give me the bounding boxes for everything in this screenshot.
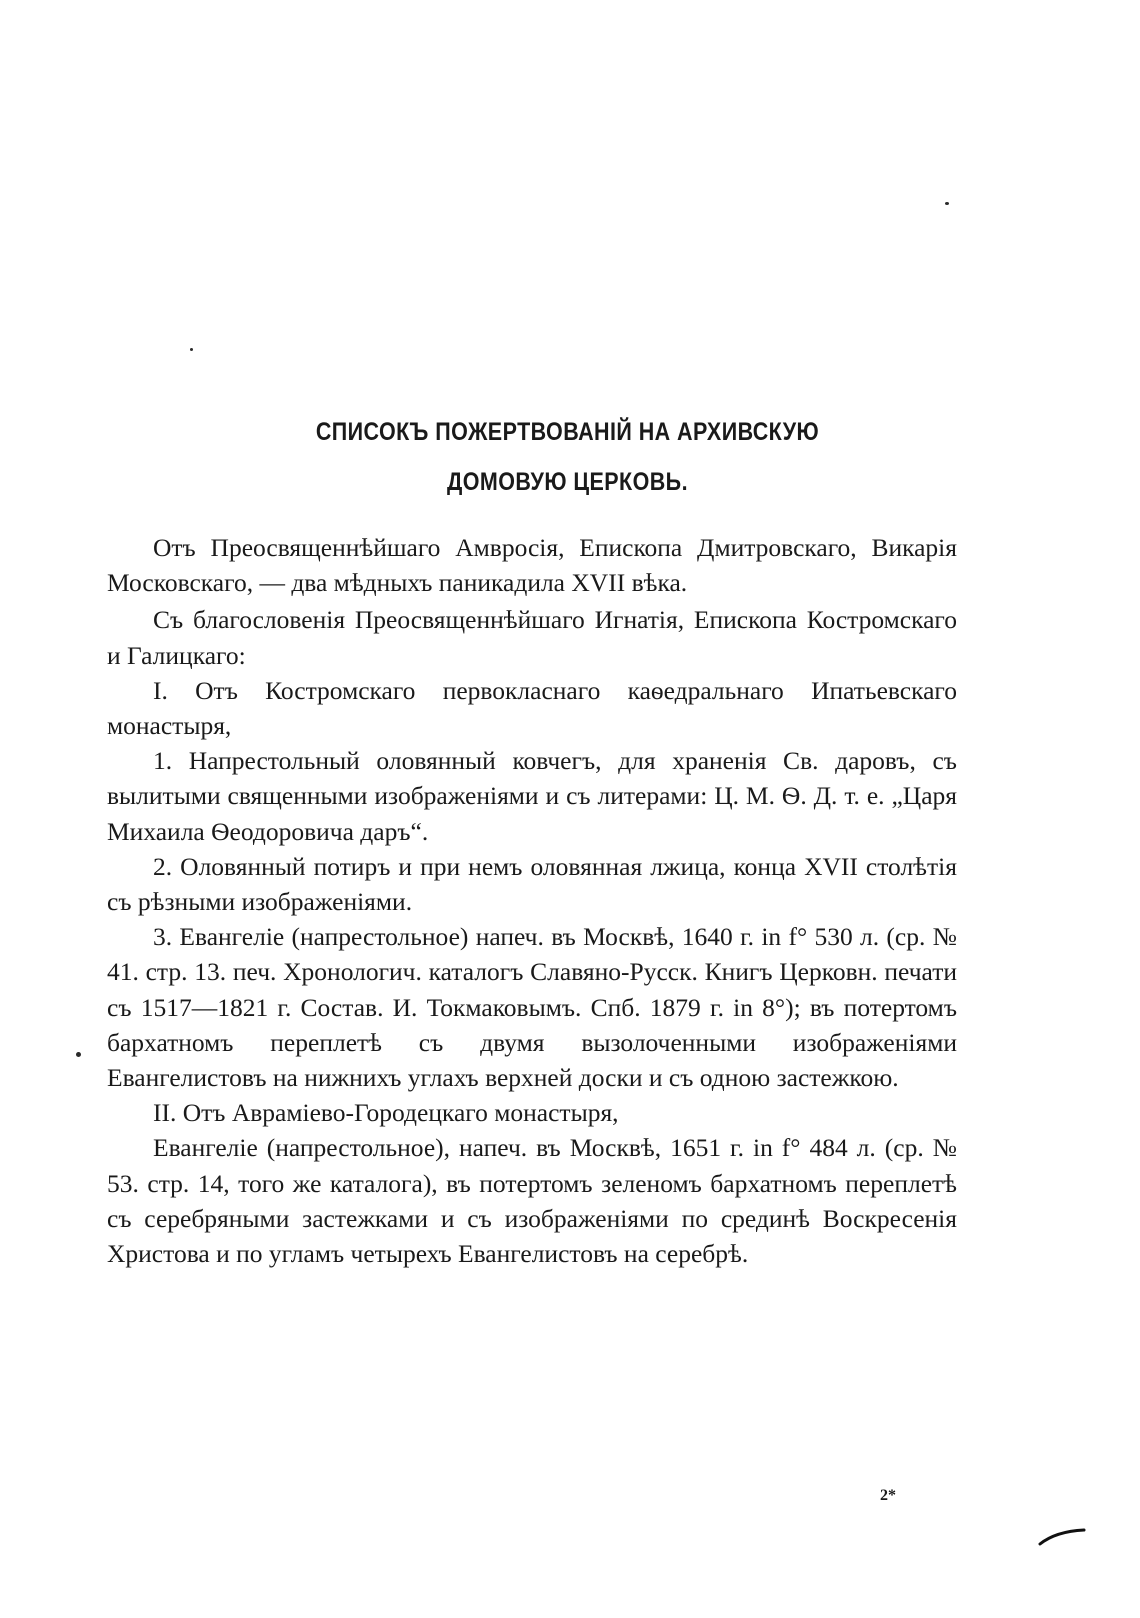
scan-speck xyxy=(190,348,193,351)
body-text xyxy=(107,530,957,1271)
paragraph-1: Отъ Преосвященнѣйшаго Амвросія, Епископа Дмитровскаго, Викарія Московскаго, — два мѣдныхъ паникадила XVII вѣка. xyxy=(107,533,957,598)
paragraph-4: 1. Напрестольный оловянный ковчегъ, для храненія Св. даровъ, съ вылитыми священными изображеніями и съ литерами: Ц. М. Ѳ. Д. т. е. „Царя Михаила Ѳеодоровича даръ“. xyxy=(107,746,957,846)
pencil-mark-icon xyxy=(1038,1528,1086,1546)
page-title-line-1: СПИСОКЪ ПОЖЕРТВОВАНІЙ НА АРХИВСКУЮ xyxy=(315,418,820,446)
scan-speck xyxy=(76,1052,81,1057)
paragraph-6: 3. Евангеліе (напрестольное) напеч. въ Москвѣ, 1640 г. in f° 530 л. (ср. № 41. стр. 13. печ. Хронологич. каталогъ Славяно-Русск. Книгъ Церковн. печати съ 1517—1821 г. Состав. И. Токмаковымъ. Спб. 1879 г. in 8°); въ потертомъ бархатномъ переплетѣ съ двумя вызолоченными изображеніями Евангелистовъ на нижнихъ углахъ верхней доски и съ одною застежкою. xyxy=(107,922,957,1093)
paragraph-8: Евангеліе (напрестольное), напеч. въ Москвѣ, 1651 г. in f° 484 л. (ср. № 53. стр. 14, того же каталога), въ потертомъ зеленомъ бархатномъ переплетѣ съ серебряными застежками и съ изображеніями по срединѣ Воскресенія Христова и по угламъ четырехъ Евангелистовъ на серебрѣ. xyxy=(107,1133,957,1269)
paragraph-5: 2. Оловянный потиръ и при немъ оловянная лжица, конца XVII столѣтія съ рѣзными изображеніями. xyxy=(107,851,957,917)
page-number: 2* xyxy=(880,1487,896,1504)
paragraph-3: I. Отъ Костромскаго первокласнаго каѳедральнаго Ипатьевскаго монастыря, xyxy=(107,675,957,741)
page-title-line-2: ДОМОВУЮ ЦЕРКОВЬ. xyxy=(447,468,688,496)
paragraph-7: II. Отъ Авраміево-Городецкаго монастыря, xyxy=(153,1098,619,1128)
paragraph-2: Съ благословенія Преосвященнѣйшаго Игнатія, Епископа Костромскаго и Галицкаго: xyxy=(107,605,957,670)
scan-speck xyxy=(945,202,949,205)
